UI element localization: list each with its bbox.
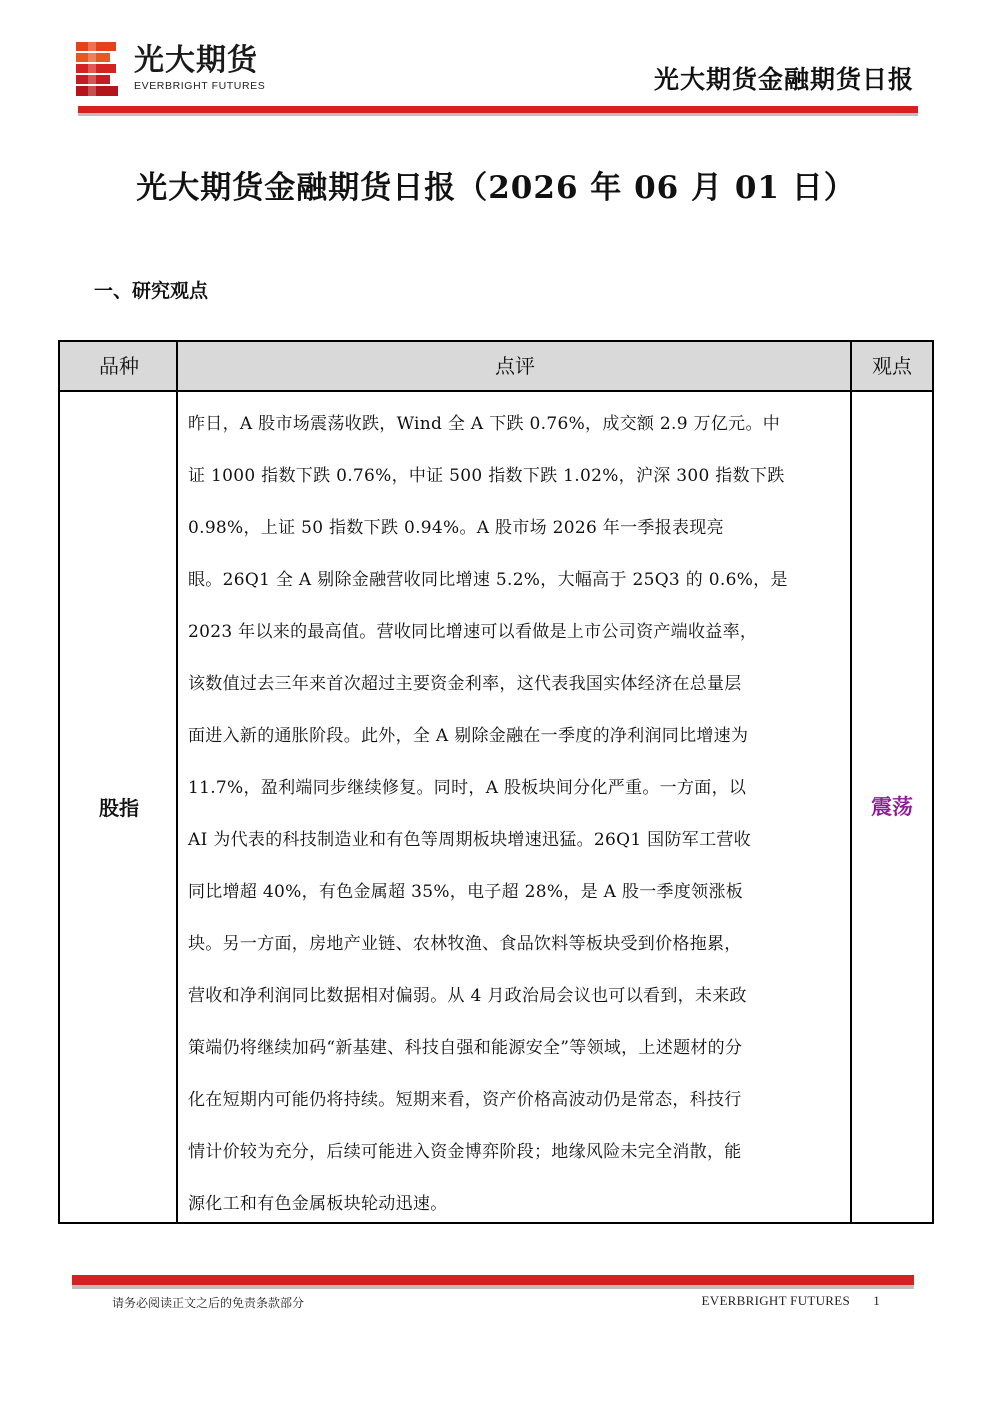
comment-line: 情计价较为充分，后续可能进入资金博弈阶段；地缘风险未完全消散，能 — [188, 1142, 742, 1162]
document-title: 光大期货金融期货日报（2026 年 06 月 01 日） — [136, 170, 856, 206]
comment-line: 11.7%，盈利端同步继续修复。同时，A 股板块间分化严重。一方面，以 — [188, 778, 747, 798]
comment-line: 2023 年以来的最高值。营收同比增速可以看做是上市公司资产端收益率， — [188, 622, 758, 642]
comment-line: 策端仍将继续加码“新基建、科技自强和能源安全”等领域，上述题材的分 — [188, 1038, 743, 1058]
header-comment: 点评 — [495, 354, 535, 378]
table-header-row — [60, 342, 932, 392]
comment-line: 同比增超 40%，有色金属超 35%，电子超 28%，是 A 股一季度领涨板 — [188, 882, 744, 902]
comment-line: 眼。26Q1 全 A 剔除金融营收同比增速 5.2%，大幅高于 25Q3 的 0.6%，是 — [188, 570, 788, 590]
comment-line: 该数值过去三年来首次超过主要资金利率，这代表我国实体经济在总量层 — [188, 674, 742, 694]
section-heading: 一、研究观点 — [94, 280, 209, 302]
page-number: 1 — [873, 1293, 880, 1308]
footer-disclaimer: 请务必阅读正文之后的免责条款部分 — [112, 1296, 305, 1310]
comment-line: 源化工和有色金属板块轮动迅速。 — [188, 1194, 448, 1214]
comment-line: 化在短期内可能仍将持续。短期来看，资产价格高波动仍是常态，科技行 — [188, 1090, 742, 1110]
header-variety: 品种 — [99, 354, 139, 378]
comment-line: 面进入新的通胀阶段。此外，全 A 剔除金融在一季度的净利润同比增速为 — [188, 726, 749, 746]
research-view-table — [58, 340, 934, 1224]
header-divider — [78, 106, 918, 113]
company-logo — [76, 42, 286, 98]
footer-brand-text: EVERBRIGHT FUTURES — [701, 1293, 851, 1308]
logo-chinese-text: 光大期货 — [134, 43, 258, 78]
comment-line: 块。另一方面，房地产业链、农林牧渔、食品饮料等板块受到价格拖累， — [188, 934, 742, 954]
header-view: 观点 — [872, 354, 912, 378]
report-name: 光大期货金融期货日报 — [653, 65, 914, 94]
comment-line: 证 1000 指数下跌 0.76%，中证 500 指数下跌 1.02%，沪深 300 指数下跌 — [188, 466, 785, 486]
comment-line: AI 为代表的科技制造业和有色等周期板块增速迅猛。26Q1 国防军工营收 — [188, 830, 751, 850]
everbright-logo-icon — [76, 42, 120, 98]
footer-brand — [702, 1293, 880, 1309]
comment-line: 营收和净利润同比数据相对偏弱。从 4 月政治局会议也可以看到，未来政 — [188, 986, 747, 1006]
table-cell-variety: 股指 — [99, 795, 139, 820]
logo-english-text: EVERBRIGHT FUTURES — [134, 80, 266, 92]
footer-divider — [72, 1275, 914, 1285]
table-cell-view: 震荡 — [871, 795, 913, 819]
comment-line: 0.98%，上证 50 指数下跌 0.94%。A 股市场 2026 年一季报表现亮 — [188, 518, 724, 538]
table-cell-comment — [188, 398, 844, 1230]
comment-line: 昨日，A 股市场震荡收跌，Wind 全 A 下跌 0.76%，成交额 2.9 万亿元。中 — [188, 414, 781, 434]
